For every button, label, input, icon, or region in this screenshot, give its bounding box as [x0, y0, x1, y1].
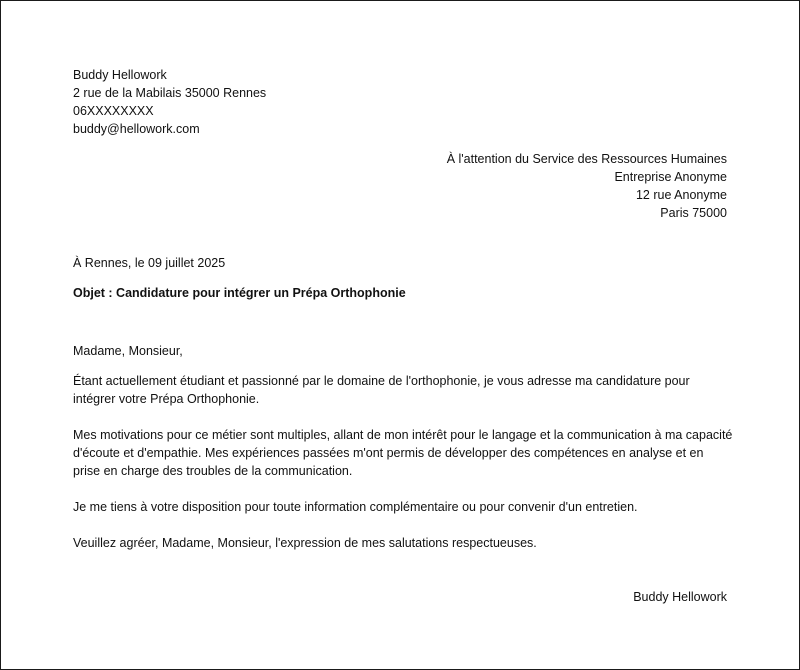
greeting: Madame, Monsieur, [73, 344, 183, 358]
recipient-city: Paris 75000 [660, 206, 727, 220]
recipient-street: 12 rue Anonyme [635, 188, 727, 202]
date-line: À Rennes, le 09 juillet 2025 [73, 256, 226, 270]
sender-email: buddy@hellowork.com [73, 122, 200, 136]
sender-block [73, 66, 266, 138]
paragraph-motivations: Mes motivations pour ce métier sont multiples, allant de mon intérêt pour le langage et la communication à ma capacité d'écoute et d'empathie. Mes expériences passées m'ont permis de développer des compétences en analyse et en prise en charge des troubles de la communication. [73, 428, 733, 478]
sender-address: 2 rue de la Mabilais 35000 Rennes [73, 86, 267, 100]
paragraph-intro: Étant actuellement étudiant et passionné par le domaine de l'orthophonie, je vous adresse ma candidature pour intégrer votre Prépa Orthophonie. [73, 374, 690, 406]
paragraph-closing: Veuillez agréer, Madame, Monsieur, l'expression de mes salutations respectueuses. [73, 536, 537, 550]
recipient-block [447, 150, 727, 222]
sender-name: Buddy Hellowork [73, 68, 167, 82]
signature: Buddy Hellowork [633, 590, 727, 604]
recipient-company: Entreprise Anonyme [614, 170, 727, 184]
sender-phone: 06XXXXXXXX [73, 104, 154, 118]
subject-line: Objet : Candidature pour intégrer un Prépa Orthophonie [73, 286, 406, 300]
paragraph-availability: Je me tiens à votre disposition pour toute information complémentaire ou pour convenir d'un entretien. [73, 500, 638, 514]
recipient-attention: À l'attention du Service des Ressources Humaines [446, 152, 727, 166]
